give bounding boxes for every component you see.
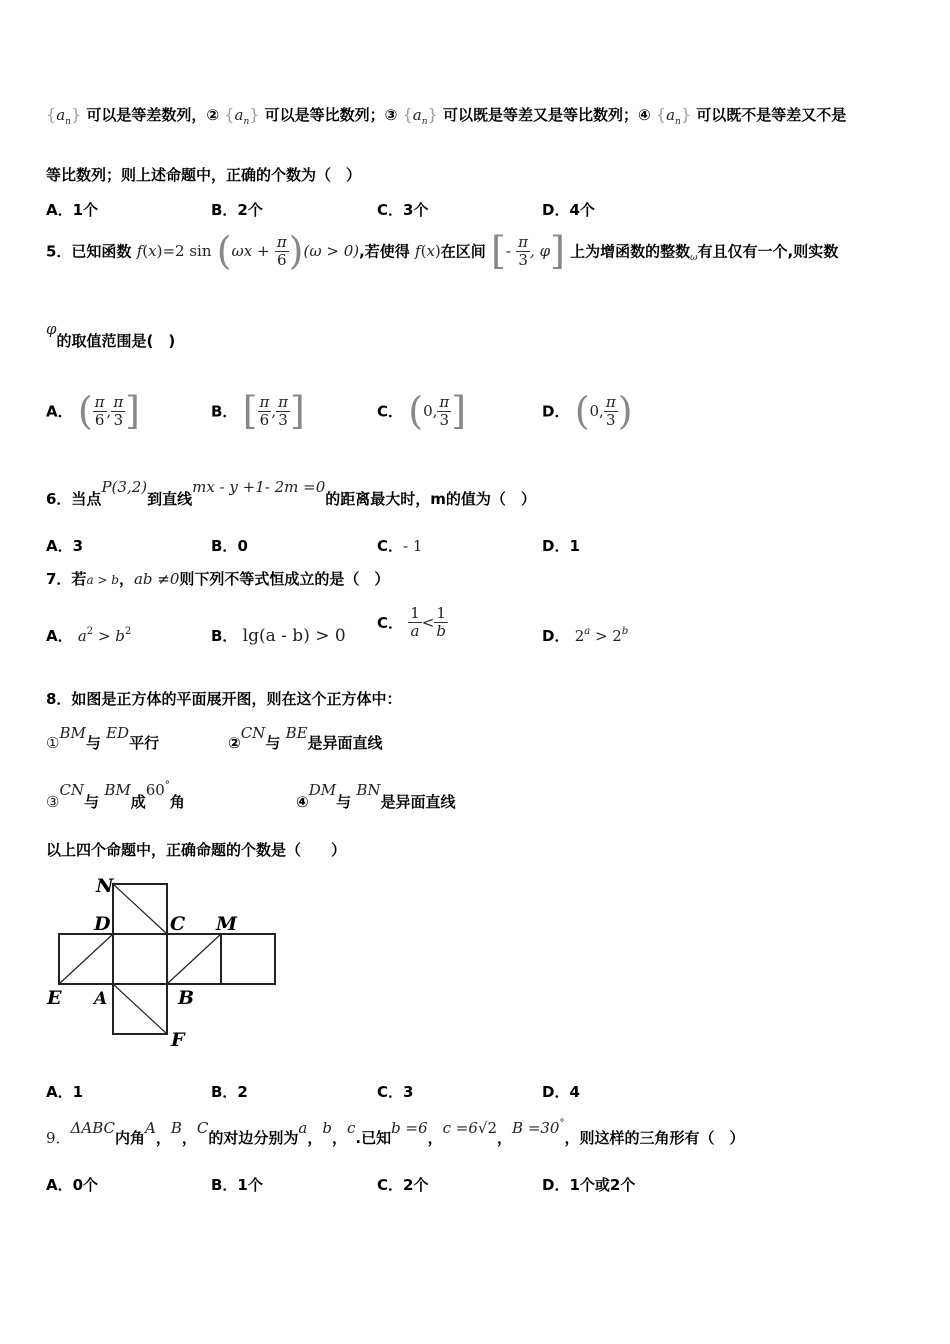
cube-net-figure xyxy=(44,872,284,1052)
q6-option-b[interactable]: B．0 xyxy=(211,537,248,555)
q8-statements-12 xyxy=(46,722,910,752)
q4-option-c[interactable]: C．3个 xyxy=(377,201,429,219)
q8-statements-34 xyxy=(46,779,910,809)
q5-prefix: 5．已知函数 xyxy=(46,242,132,261)
label-a: A xyxy=(94,989,108,1009)
q5-line2: φ的取值范围是( ) xyxy=(46,320,176,350)
diagonal-nc xyxy=(113,884,167,934)
q4-part4: 可以既不是等差又不是 xyxy=(696,106,847,124)
q4-line2: 等比数列；则上述命题中，正确的个数为（ ） xyxy=(46,166,362,184)
q5-options xyxy=(46,389,910,442)
q9-option-a[interactable]: A．0个 xyxy=(46,1176,99,1194)
q6-option-a[interactable]: A．3 xyxy=(46,537,84,555)
label-d: D xyxy=(94,913,111,935)
seq-brace: { xyxy=(46,105,57,124)
q6-line: 6．当点P(3,2)到直线mx - y +1- 2m =0的距离最大时，m的值为（ ） xyxy=(46,478,536,508)
q7-option-a[interactable]: A． $a^2 > b^2$ xyxy=(46,626,132,645)
net-square-center xyxy=(113,934,167,984)
label-f: F xyxy=(171,1029,185,1051)
q5-option-d[interactable]: D． (0, $\frac{\pi}{3}$ ) xyxy=(542,389,633,433)
q7-line: 7．若a > b，ab ≠0则下列不等式恒成立的是（ ） xyxy=(46,570,390,588)
q8-statement-3: ③CN与 BM成60°角 xyxy=(46,780,185,811)
label-c: C xyxy=(170,913,186,935)
diagonal-ed xyxy=(59,934,113,984)
diagonal-af xyxy=(113,984,167,1034)
q4-option-b[interactable]: B．2个 xyxy=(211,201,263,219)
q9-line: 9．ΔABC内角A，B，C的对边分别为a，b，c.已知b =6，c =6√2，B =30°，则这样的三角形有（ ） xyxy=(46,1118,745,1147)
q8-statement-2: ②CN与 BE是异面直线 xyxy=(228,724,383,752)
q4-option-d[interactable]: D．4个 xyxy=(542,201,595,219)
q5-option-b[interactable]: B． [ $\frac{\pi}{6}$ , $\frac{\pi}{3}$ ] xyxy=(211,389,305,433)
q4-part3: 可以既是等差又是等比数列；④ xyxy=(442,106,651,124)
q5-option-a[interactable]: A． ( $\frac{\pi}{6}$ , $\frac{\pi}{3}$ ] xyxy=(46,389,140,433)
q8-option-d[interactable]: D．4 xyxy=(542,1083,580,1101)
label-b: B xyxy=(178,987,195,1009)
q9-option-d[interactable]: D．1个或2个 xyxy=(542,1176,636,1194)
q7-options xyxy=(46,605,910,655)
q8-statement-1: ①BM与 ED平行 xyxy=(46,724,160,752)
q7-option-d[interactable]: D． $2^a > 2^b$ xyxy=(542,626,629,645)
q8-title: 8．如图是正方体的平面展开图，则在这个正方体中： xyxy=(46,690,402,708)
q7-option-b[interactable]: B． lg(a - b) > 0 xyxy=(211,626,346,646)
q9-option-b[interactable]: B．1个 xyxy=(211,1176,263,1194)
q4-line1: $\{a_n\}$ 可以是等差数列，② $\{a_n\}$ 可以是等比数列；③ $\{a_n\}$ 可以既是等差又是等比数列；④ $\{a_n\}$ 可以既不是等差又不是 xyxy=(46,105,847,127)
q7-option-c[interactable]: C． $\frac{1}{a}$ < $\frac{1}{b}$ xyxy=(377,604,446,640)
label-n: N xyxy=(96,875,114,897)
q6-option-c[interactable]: C．- 1 xyxy=(377,537,423,555)
q9-option-c[interactable]: C．2个 xyxy=(377,1176,429,1194)
label-e: E xyxy=(47,987,62,1009)
net-square-right2 xyxy=(221,934,275,984)
q5-line1: 5．已知函数 f(x)=2 sin (ωx + $\frac{\pi}{6}$ )(ω > 0),若使得 f(x)在区间 [- $\frac{\pi}{3}$ , φ] 上为增函数的整数$_\omega$有且仅有一个,则实数 xyxy=(46,229,839,273)
diagonal-bm xyxy=(167,934,221,984)
q4-option-a[interactable]: A．1个 xyxy=(46,201,99,219)
q8-statement-4: ④DM与 BN是异面直线 xyxy=(296,781,456,811)
q8-option-a[interactable]: A．1 xyxy=(46,1083,84,1101)
q8-option-b[interactable]: B．2 xyxy=(211,1083,248,1101)
q4-part2: 可以是等比数列；③ xyxy=(264,106,398,124)
q8-question: 以上四个命题中，正确命题的个数是（ ） xyxy=(46,841,347,859)
q4-part1: 可以是等差数列，② xyxy=(86,106,220,124)
q8-option-c[interactable]: C．3 xyxy=(377,1083,414,1101)
q5-option-c[interactable]: C． (0, $\frac{\pi}{3}$ ] xyxy=(377,389,467,433)
q6-option-d[interactable]: D．1 xyxy=(542,537,580,555)
label-m: M xyxy=(216,913,238,935)
